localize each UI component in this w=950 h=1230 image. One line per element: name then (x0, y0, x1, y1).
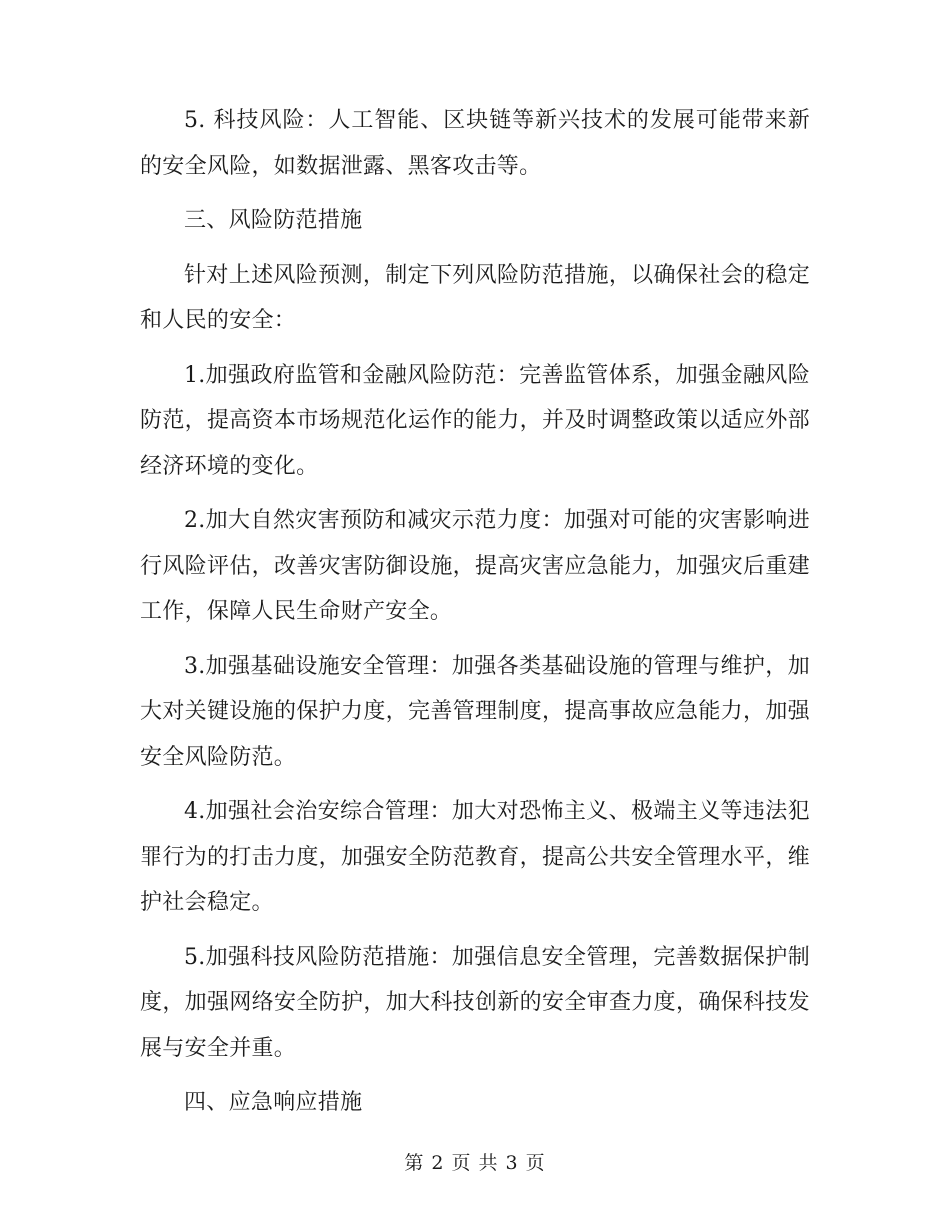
paragraph-measure-1: 1.加强政府监管和金融风险防范：完善监管体系，加强金融风险防范，提高资本市场规范化运作的能力，并及时调整政策以适应外部经济环境的变化。 (140, 362, 810, 479)
paragraph-measure-4: 4.加强社会治安综合管理：加大对恐怖主义、极端主义等违法犯罪行为的打击力度，加强安全防范教育，提高公共安全管理水平，维护社会稳定。 (140, 799, 810, 915)
page-number-footer: 第 2 页 共 3 页 (404, 1152, 546, 1174)
paragraph-prevention-intro: 针对上述风险预测，制定下列风险防范措施，以确保社会的稳定和人民的安全： (140, 262, 810, 333)
section-heading-risk-prevention: 三、风险防范措施 (184, 208, 363, 233)
section-heading-emergency-response: 四、应急响应措施 (184, 1090, 363, 1115)
paragraph-measure-2: 2.加大自然灾害预防和减灾示范力度：加强对可能的灾害影响进行风险评估，改善灾害防御设施，提高灾害应急能力，加强灾后重建工作，保障人民生命财产安全。 (140, 508, 810, 624)
paragraph-measure-5: 5.加强科技风险防范措施：加强信息安全管理，完善数据保护制度，加强网络安全防护，加大科技创新的安全审查力度，确保科技发展与安全并重。 (140, 944, 810, 1061)
paragraph-measure-3: 3.加强基础设施安全管理：加强各类基础设施的管理与维护，加大对关键设施的保护力度，完善管理制度，提高事故应急能力，加强安全风险防范。 (140, 653, 810, 770)
document-body (140, 98, 810, 1135)
paragraph-tech-risk: 5. 科技风险：人工智能、区块链等新兴技术的发展可能带来新的安全风险，如数据泄露、黑客攻击等。 (140, 108, 810, 179)
